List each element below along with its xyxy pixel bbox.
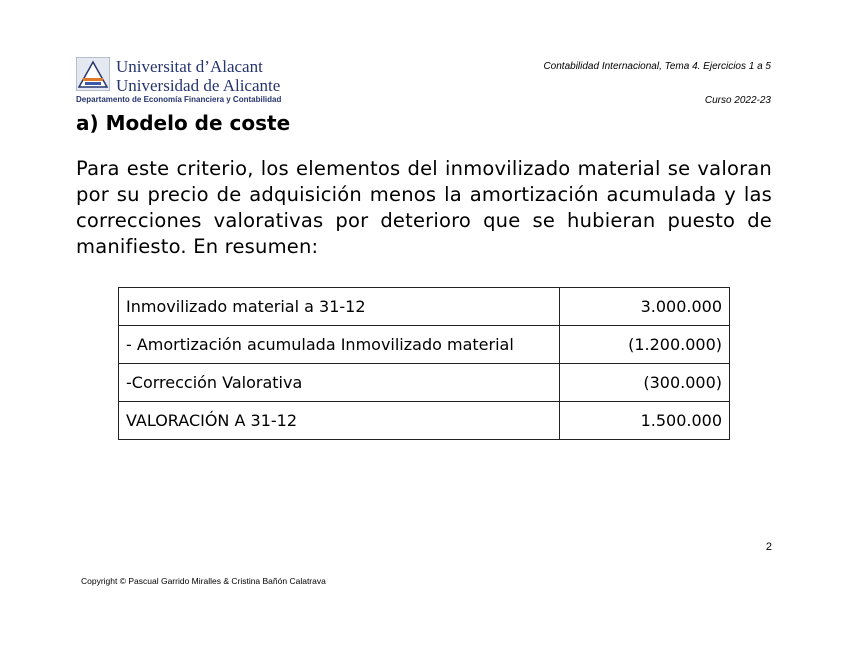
university-name-spanish: Universidad de Alicante	[116, 76, 281, 95]
row-value: (1.200.000)	[560, 326, 730, 364]
valuation-table	[118, 287, 730, 440]
table-row	[119, 364, 730, 402]
university-logo-icon	[76, 57, 110, 91]
row-label: Inmovilizado material a 31-12	[119, 288, 560, 326]
course-year: Curso 2022-23	[704, 95, 771, 106]
section-title: a) Modelo de coste	[76, 111, 291, 135]
row-label: VALORACIÓN A 31-12	[119, 402, 560, 440]
row-label: - Amortización acumulada Inmovilizado material	[119, 326, 560, 364]
table-row	[119, 402, 730, 440]
row-value: (300.000)	[560, 364, 730, 402]
body-paragraph: Para este criterio, los elementos del inmovilizado material se valoran por su precio de adquisición menos la amortización acumulada y las correcciones valorativas por deterioro que se hubieran puesto de manifiesto. En resumen:	[76, 157, 772, 258]
table-row	[119, 288, 730, 326]
row-label: -Corrección Valorativa	[119, 364, 560, 402]
course-title: Contabilidad Internacional, Tema 4. Ejercicios 1 a 5	[543, 61, 771, 72]
table-row	[119, 326, 730, 364]
university-name-valencian: Universitat d’Alacant	[116, 57, 263, 76]
page-number: 2	[765, 541, 772, 553]
row-value: 3.000.000	[560, 288, 730, 326]
department-name: Departamento de Economía Financiera y Contabilidad	[76, 95, 282, 104]
row-value: 1.500.000	[560, 402, 730, 440]
copyright-notice: Copyright © Pascual Garrido Miralles & Cristina Bañón Calatrava	[81, 576, 326, 586]
